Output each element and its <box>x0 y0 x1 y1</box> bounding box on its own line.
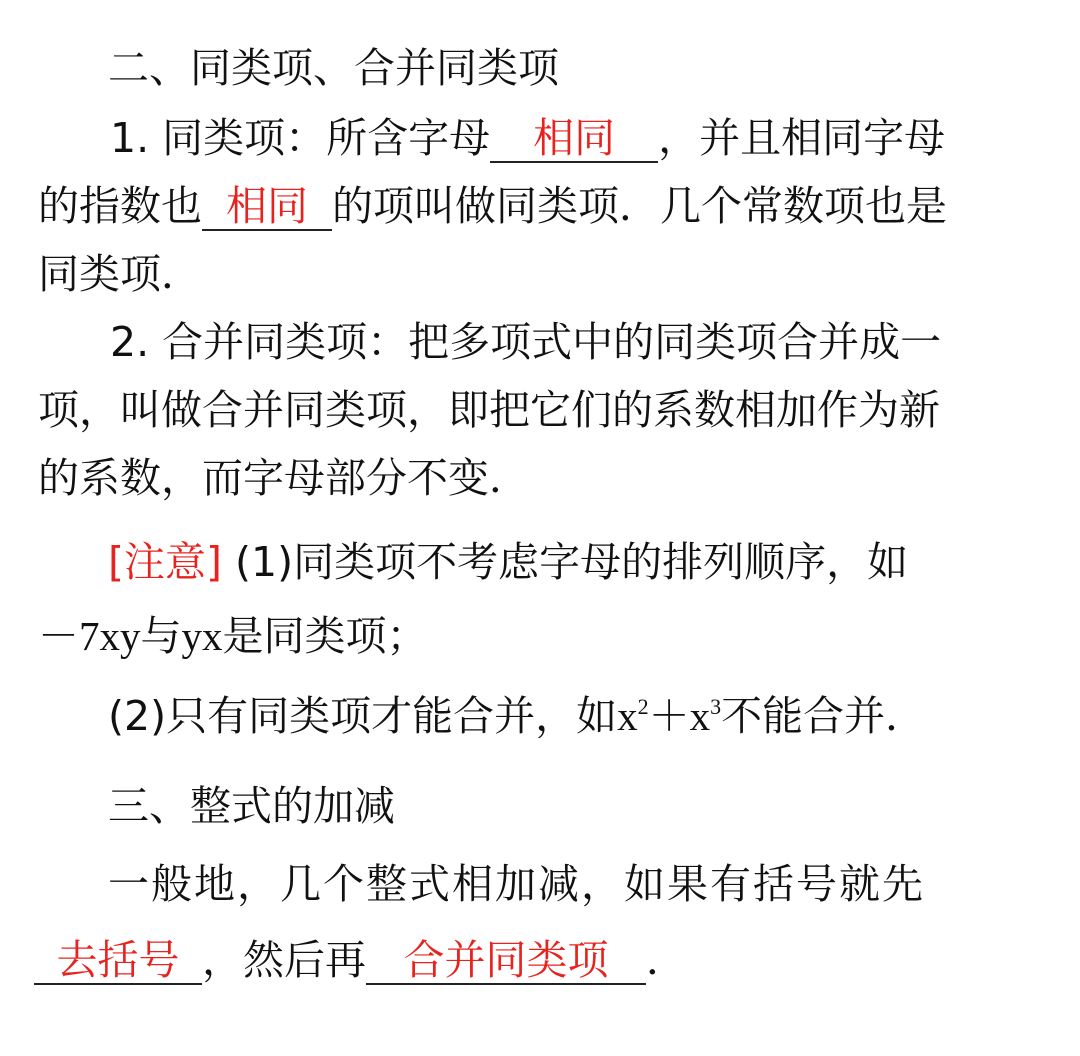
definition-2-line-3 <box>0 452 1080 504</box>
fill-blank-4 <box>366 937 646 985</box>
definition-1-line-2-lead: 的指数也 <box>38 182 202 230</box>
note-line-3 <box>0 690 1080 742</box>
math-plus-x: ＋x <box>648 693 711 739</box>
fill-blank-4-answer: 合并同类项 <box>403 936 609 984</box>
definition-1-line-3-text: 同类项． <box>38 250 202 298</box>
section-heading-2-text: 二、同类项、合并同类项 <box>108 44 559 92</box>
section-heading-3 <box>0 780 1080 832</box>
note-math-expression-2: yx <box>181 613 223 659</box>
section-3-mid: ，然后再 <box>202 936 366 984</box>
definition-1-line-1 <box>0 112 1080 164</box>
definition-1-line-2-tail: 的项叫做同类项．几个常数项也是 <box>332 182 947 230</box>
math-x-squared <box>617 693 721 739</box>
section-3-line-2 <box>0 934 1080 986</box>
definition-2-line-2-text: 项，叫做合并同类项，即把它们的系数相加作为新 <box>38 386 940 434</box>
definition-2-line-1-text: 2. 合并同类项：把多项式中的同类项合并成一 <box>110 318 942 366</box>
note-item-2-tail: 不能合并． <box>721 692 927 740</box>
definition-2-line-1 <box>0 316 1080 368</box>
section-3-line-1 <box>0 858 1080 910</box>
note-line-1 <box>0 536 1080 588</box>
definition-1-continuation: ，并且相同字母 <box>658 114 946 162</box>
note-item-1-tail: 是同类项； <box>222 612 428 660</box>
note-item-1-text: (1)同类项不考虑字母的排列顺序，如 <box>235 538 909 586</box>
math-exponent-3: 3 <box>710 694 722 719</box>
note-connector: 与 <box>140 612 182 660</box>
definition-1-line-2 <box>0 180 1080 232</box>
definition-1-line-3 <box>0 248 1080 300</box>
fill-blank-1 <box>490 115 658 163</box>
fill-blank-2 <box>202 183 332 231</box>
section-heading-2 <box>0 42 1080 94</box>
note-math-expression: －7xy <box>38 613 141 659</box>
definition-2-line-2 <box>0 384 1080 436</box>
note-tag: [注意] <box>108 538 222 586</box>
note-item-2-text: (2)只有同类项才能合并，如 <box>108 692 618 740</box>
section-3-end: ． <box>646 936 687 984</box>
note-line-2 <box>0 610 1080 662</box>
math-exponent-2: 2 <box>637 694 649 719</box>
definition-1-lead: 1. 同类项：所含字母 <box>110 114 491 162</box>
math-x-base: x <box>617 693 638 739</box>
fill-blank-1-answer: 相同 <box>533 114 616 162</box>
section-3-line-1-text: 一般地，几个整式相加减，如果有括号就先 <box>108 860 925 908</box>
fill-blank-3 <box>34 937 202 985</box>
definition-2-line-3-text: 的系数，而字母部分不变． <box>38 454 530 502</box>
section-heading-3-text: 三、整式的加减 <box>108 782 395 830</box>
fill-blank-3-answer: 去括号 <box>56 936 180 984</box>
fill-blank-2-answer: 相同 <box>226 182 308 230</box>
